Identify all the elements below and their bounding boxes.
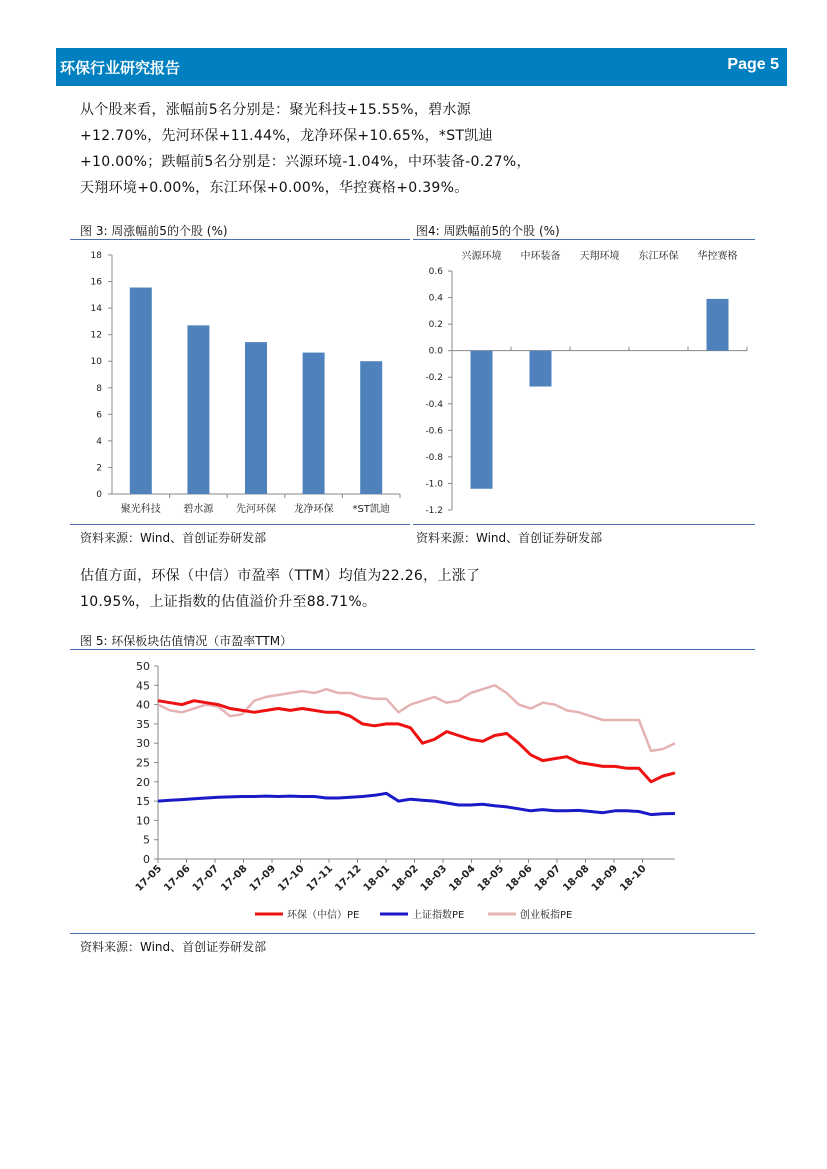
divider [413,524,755,525]
bar [707,299,729,351]
y-tick-label: 8 [96,383,102,394]
paragraph-line: 10.95%，上证指数的估值溢价升至88.71%。 [80,594,377,610]
legend-label: 上证指数PE [412,910,465,921]
series-line [158,685,675,751]
fig3-caption: 图 3: 周涨幅前5的个股 (%) [80,224,228,238]
fig4-caption: 图4: 周跌幅前5的个股 (%) [416,224,560,238]
stock-summary-paragraph [80,97,531,201]
paragraph-line: 从个股来看，涨幅前5名分别是：聚光科技+15.55%，碧水源 [80,102,472,118]
x-tick-label: 东江环保 [638,251,679,262]
fig5-caption: 图 5: 环保板块估值情况（市盈率TTM） [80,634,293,648]
y-tick-label: 15 [136,795,150,809]
y-tick-label: 45 [136,679,150,693]
y-tick-label: 10 [90,357,102,368]
x-tick-label: 17-10 [276,863,307,894]
x-tick-label: 先河环保 [236,504,276,515]
y-tick-label: -0.4 [425,399,443,410]
legend-label: 创业板指PE [520,910,573,921]
paragraph-line: 估值方面，环保（中信）市盈率（TTM）均值为22.26，上涨了 [80,568,481,584]
x-tick-label: 18-10 [618,863,649,894]
y-tick-label: -0.6 [425,426,443,437]
y-tick-label: 0 [143,853,150,866]
x-tick-label: 17-05 [133,863,165,894]
x-tick-label: 18-09 [589,863,621,894]
x-tick-label: 17-12 [333,863,364,894]
page-number: Page 5 [727,56,779,73]
y-tick-label: 2 [96,463,102,474]
y-tick-label: -1.2 [425,506,443,516]
x-tick-label: 18-01 [361,863,393,894]
paragraph-line: +10.00%；跌幅前5名分别是：兴源环境-1.04%，中环装备-0.27%， [80,154,531,170]
top-losers-bar-chart [413,243,755,523]
x-tick-label: 17-09 [247,863,279,894]
x-tick-label: 17-06 [162,863,193,894]
divider [70,649,755,650]
x-tick-label: 中环装备 [520,251,561,262]
valuation-paragraph [80,563,480,615]
x-tick-label: 聚光科技 [120,504,161,515]
x-tick-label: 碧水源 [183,504,214,515]
bar [530,351,552,387]
divider [70,933,755,934]
divider [70,239,410,240]
y-tick-label: 18 [90,251,102,261]
y-tick-label: -0.2 [425,373,443,384]
x-tick-label: 18-06 [504,863,535,894]
y-tick-label: 35 [136,717,150,731]
legend-label: 环保（中信）PE [287,910,360,921]
x-tick-label: 18-07 [532,863,564,894]
y-tick-label: 40 [136,698,150,712]
y-tick-label: 0.4 [428,293,443,304]
x-tick-label: 华控赛格 [697,251,738,262]
y-tick-label: 16 [90,277,102,288]
source-note: 资料来源：Wind、首创证券研发部 [416,531,603,545]
x-tick-label: 17-11 [304,863,336,894]
y-tick-label: -1.0 [425,479,443,490]
source-note: 资料来源：Wind、首创证券研发部 [80,940,267,954]
x-tick-label: 18-04 [447,863,478,894]
y-tick-label: -0.8 [425,452,443,463]
x-tick-label: 17-07 [190,863,222,894]
source-note: 资料来源：Wind、首创证券研发部 [80,531,267,545]
y-tick-label: 0.2 [428,320,443,331]
y-tick-label: 30 [136,737,150,751]
bar [471,351,493,489]
x-tick-label: *ST凯迪 [352,504,390,515]
bar [303,353,325,494]
series-line [158,701,675,782]
y-tick-label: 6 [96,410,102,421]
y-tick-label: 0.0 [428,346,443,357]
y-tick-label: 14 [90,304,102,315]
y-tick-label: 5 [143,833,150,847]
y-tick-label: 50 [136,660,150,673]
y-tick-label: 10 [136,814,150,828]
y-tick-label: 4 [96,436,102,447]
x-tick-label: 17-08 [219,863,250,894]
paragraph-line: +12.70%，先河环保+11.44%，龙净环保+10.65%，*ST凯迪 [80,128,493,144]
y-tick-label: 0.6 [428,267,443,277]
y-tick-label: 20 [136,775,150,789]
y-tick-label: 12 [90,330,102,341]
bar [130,288,152,494]
divider [413,239,755,240]
x-tick-label: 兴源环境 [461,251,502,262]
report-title: 环保行业研究报告 [60,59,181,77]
bar [360,361,382,494]
bar [245,342,267,494]
x-tick-label: 18-02 [390,863,421,894]
x-tick-label: 龙净环保 [293,504,334,515]
x-tick-label: 18-08 [561,863,592,894]
divider [70,524,410,525]
y-tick-label: 0 [96,490,102,500]
top-gainers-bar-chart [72,243,410,523]
series-line [158,793,675,814]
y-tick-label: 25 [136,756,150,770]
report-header [56,48,787,86]
paragraph-line: 天翔环境+0.00%，东江环保+0.00%，华控赛格+0.39%。 [80,180,469,196]
bar [187,325,209,494]
pe-valuation-line-chart [70,652,755,932]
x-tick-label: 18-05 [475,863,507,894]
x-tick-label: 18-03 [418,863,450,894]
x-tick-label: 天翔环境 [579,251,620,262]
